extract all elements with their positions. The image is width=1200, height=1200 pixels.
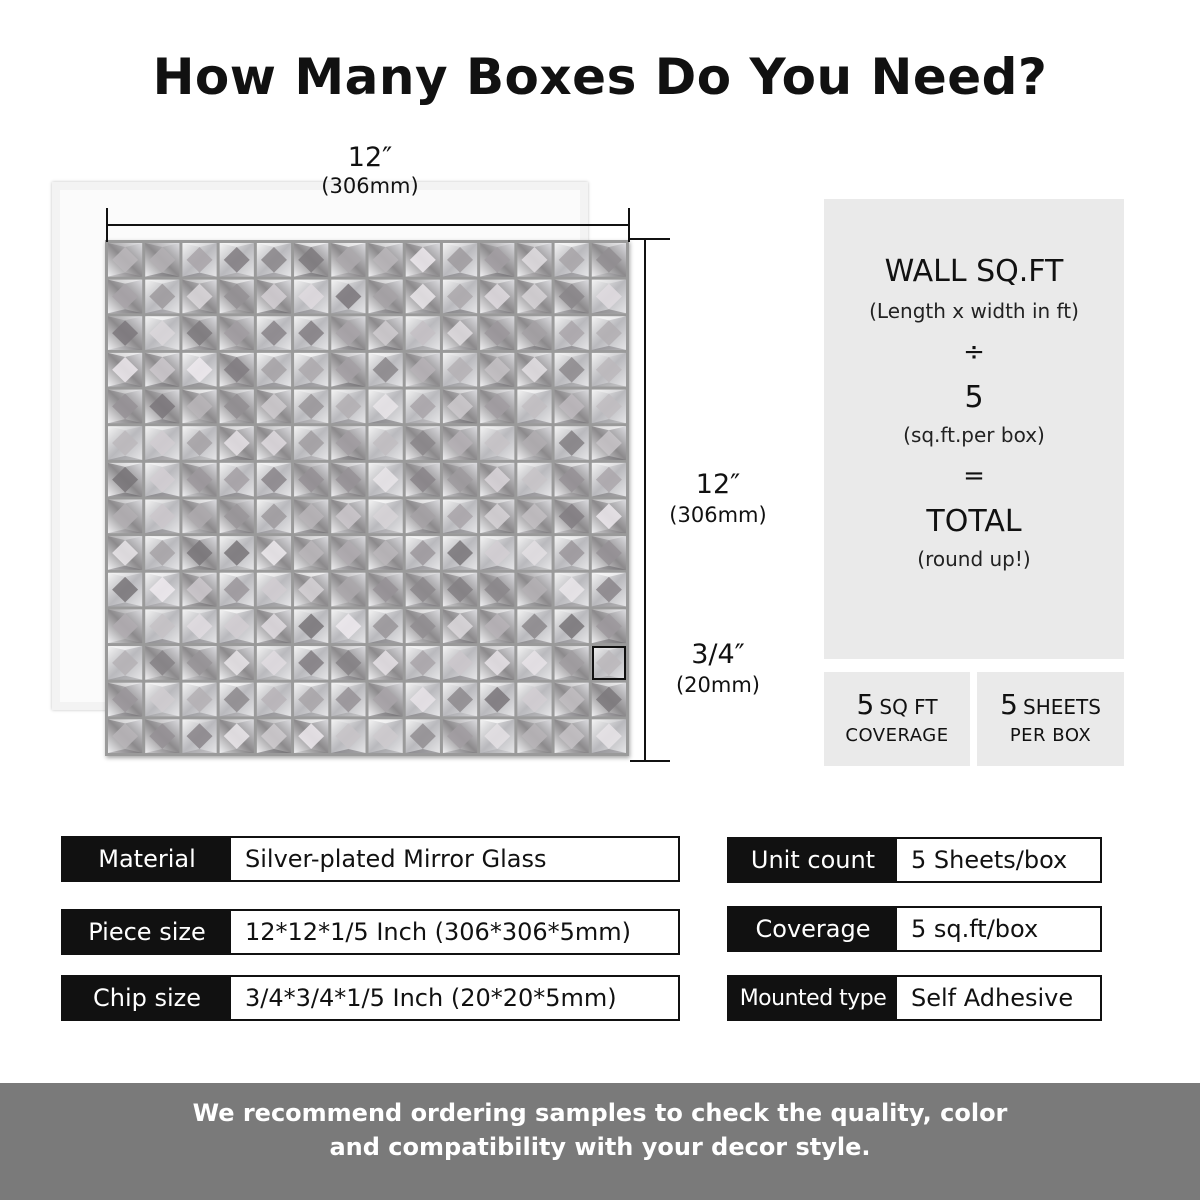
mosaic-chip — [480, 243, 514, 277]
mosaic-chip — [555, 500, 589, 534]
mosaic-chip — [480, 573, 514, 607]
mosaic-chip — [480, 426, 514, 460]
mosaic-chip — [443, 609, 477, 643]
mosaic-chip — [257, 353, 291, 387]
mosaic-chip — [480, 390, 514, 424]
mosaic-chip — [369, 243, 403, 277]
mosaic-chip — [406, 500, 440, 534]
mosaic-chip — [331, 573, 365, 607]
mosaic-chip — [257, 316, 291, 350]
mosaic-chip — [145, 426, 179, 460]
mosaic-chip — [182, 500, 216, 534]
mosaic-chip — [294, 573, 328, 607]
mosaic-chip — [369, 536, 403, 570]
mosaic-chip — [369, 353, 403, 387]
mosaic-chip — [182, 536, 216, 570]
mosaic-chip — [443, 280, 477, 314]
mosaic-chip — [480, 280, 514, 314]
spec-value: 5 Sheets/box — [911, 846, 1068, 874]
mosaic-chip — [108, 683, 142, 717]
mosaic-chip — [443, 573, 477, 607]
mosaic-chip — [480, 683, 514, 717]
mosaic-chip — [517, 573, 551, 607]
mosaic-chip — [108, 353, 142, 387]
mosaic-chip — [406, 719, 440, 753]
mosaic-chip — [145, 536, 179, 570]
mosaic-chip — [555, 719, 589, 753]
mosaic-chip — [443, 536, 477, 570]
calc-wall-sqft: WALL SQ.FT — [884, 254, 1064, 289]
mosaic-chip — [517, 609, 551, 643]
mosaic-chip — [145, 316, 179, 350]
mosaic-chip — [517, 500, 551, 534]
mosaic-chip — [555, 390, 589, 424]
mosaic-chip — [145, 683, 179, 717]
mosaic-chip — [517, 719, 551, 753]
mosaic-chip — [108, 463, 142, 497]
spec-key: Chip size — [63, 977, 231, 1019]
spec-row-mounted-type — [727, 975, 1102, 1021]
mosaic-chip — [369, 426, 403, 460]
mosaic-chip — [220, 353, 254, 387]
calc-total: TOTAL — [926, 504, 1022, 539]
mosaic-chip — [555, 316, 589, 350]
mosaic-chip — [182, 646, 216, 680]
mosaic-chip — [220, 243, 254, 277]
mosaic-chip — [294, 353, 328, 387]
mosaic-chip — [555, 573, 589, 607]
mosaic-chip — [331, 683, 365, 717]
calc-per-box-value: 5 — [964, 380, 984, 415]
mosaic-chips — [105, 240, 629, 756]
mosaic-chip — [592, 536, 626, 570]
mosaic-chip — [108, 646, 142, 680]
mosaic-chip — [443, 463, 477, 497]
mosaic-chip — [182, 683, 216, 717]
mosaic-chip — [592, 500, 626, 534]
mosaic-chip — [257, 280, 291, 314]
mosaic-chip — [108, 316, 142, 350]
mosaic-chip — [517, 426, 551, 460]
mosaic-chip — [294, 500, 328, 534]
spec-key: Unit count — [729, 839, 897, 881]
mosaic-chip — [443, 683, 477, 717]
coverage-sheets-unit: SHEETS — [1023, 695, 1101, 719]
mosaic-chip — [592, 243, 626, 277]
calc-divide-sign: ÷ — [963, 337, 985, 367]
mosaic-chip — [145, 609, 179, 643]
mosaic-chip — [480, 646, 514, 680]
mosaic-chip — [369, 683, 403, 717]
mosaic-chip — [406, 683, 440, 717]
mosaic-chip — [331, 719, 365, 753]
mosaic-chip — [145, 463, 179, 497]
mosaic-chip — [108, 426, 142, 460]
mosaic-chip — [145, 280, 179, 314]
mosaic-chip — [294, 426, 328, 460]
mosaic-chip — [406, 426, 440, 460]
mosaic-chip — [406, 463, 440, 497]
calc-wall-sqft-note: (Length x width in ft) — [869, 299, 1079, 323]
mosaic-chip — [592, 719, 626, 753]
mosaic-chip — [294, 243, 328, 277]
sample-recommendation-banner — [0, 1083, 1200, 1200]
mosaic-chip — [480, 353, 514, 387]
mosaic-chip — [257, 609, 291, 643]
mosaic-chip — [220, 646, 254, 680]
mosaic-chip — [517, 646, 551, 680]
mosaic-chip — [555, 609, 589, 643]
mosaic-chip — [145, 646, 179, 680]
mosaic-chip — [369, 609, 403, 643]
mosaic-chip — [145, 573, 179, 607]
mosaic-chip — [592, 390, 626, 424]
mosaic-chip — [220, 426, 254, 460]
spec-key: Mounted type — [729, 977, 897, 1019]
mosaic-chip — [517, 243, 551, 277]
mosaic-chip — [555, 683, 589, 717]
mosaic-chip — [294, 609, 328, 643]
mosaic-chip — [145, 500, 179, 534]
mosaic-chip — [220, 609, 254, 643]
box-calculator-panel — [824, 199, 1124, 659]
mosaic-chip — [517, 390, 551, 424]
spec-value: Silver-plated Mirror Glass — [245, 845, 547, 873]
mosaic-chip — [257, 719, 291, 753]
mosaic-chip — [182, 719, 216, 753]
mosaic-chip — [220, 536, 254, 570]
coverage-sheets-sub: PER BOX — [1009, 725, 1092, 746]
spec-row-material — [61, 836, 680, 882]
chip-inches-label: 3/4″ — [691, 639, 745, 670]
mosaic-chip — [220, 463, 254, 497]
spec-key: Coverage — [729, 908, 897, 950]
mosaic-chip — [331, 316, 365, 350]
mosaic-chip — [369, 500, 403, 534]
coverage-sqft-sub: COVERAGE — [845, 725, 949, 746]
mosaic-chip — [517, 463, 551, 497]
mosaic-chip — [145, 353, 179, 387]
width-dimension-line — [106, 224, 630, 226]
mosaic-chip — [331, 390, 365, 424]
mosaic-chip — [555, 646, 589, 680]
mosaic-chip — [257, 683, 291, 717]
mosaic-chip — [257, 243, 291, 277]
chip-size-marker — [592, 646, 626, 680]
mosaic-chip — [480, 316, 514, 350]
mosaic-chip — [592, 683, 626, 717]
mosaic-chip — [369, 573, 403, 607]
coverage-sqft-unit: SQ FT — [879, 695, 938, 719]
mosaic-chip — [517, 683, 551, 717]
mosaic-chip — [592, 426, 626, 460]
mosaic-chip — [294, 280, 328, 314]
mosaic-chip — [406, 243, 440, 277]
height-tick-top — [630, 238, 670, 240]
mosaic-chip — [517, 316, 551, 350]
mosaic-chip — [182, 463, 216, 497]
mosaic-chip — [480, 719, 514, 753]
coverage-sqft-number: 5 — [856, 688, 875, 721]
mosaic-chip — [257, 500, 291, 534]
mosaic-chip — [257, 426, 291, 460]
mosaic-chip — [294, 390, 328, 424]
mosaic-chip — [480, 500, 514, 534]
mosaic-chip — [257, 573, 291, 607]
spec-value: 3/4*3/4*1/5 Inch (20*20*5mm) — [245, 984, 617, 1012]
mosaic-chip — [480, 609, 514, 643]
chip-mm-label: (20mm) — [675, 673, 761, 697]
mosaic-chip — [294, 683, 328, 717]
calc-equals-sign: = — [963, 461, 985, 491]
mosaic-chip — [592, 280, 626, 314]
mosaic-chip — [108, 500, 142, 534]
mosaic-chip — [108, 243, 142, 277]
mosaic-chip — [555, 426, 589, 460]
mosaic-chip — [257, 390, 291, 424]
mosaic-chip — [294, 536, 328, 570]
spec-value: Self Adhesive — [911, 984, 1074, 1012]
mosaic-chip — [406, 536, 440, 570]
spec-row-unit-count — [727, 837, 1102, 883]
mosaic-chip — [369, 280, 403, 314]
height-tick-bottom — [630, 760, 670, 762]
footer-line-1: We recommend ordering samples to check the quality, color — [192, 1099, 1008, 1127]
mosaic-chip — [108, 280, 142, 314]
mosaic-chip — [294, 463, 328, 497]
mosaic-chip — [257, 646, 291, 680]
width-tick-left — [106, 208, 108, 242]
mosaic-chip — [182, 426, 216, 460]
mosaic-chip — [592, 609, 626, 643]
mosaic-chip — [257, 536, 291, 570]
mosaic-chip — [182, 353, 216, 387]
mosaic-chip — [108, 609, 142, 643]
mosaic-chip — [331, 353, 365, 387]
mosaic-chip — [517, 353, 551, 387]
mosaic-chip — [443, 500, 477, 534]
width-tick-right — [628, 208, 630, 242]
mosaic-chip — [220, 390, 254, 424]
mosaic-chip — [369, 463, 403, 497]
mosaic-chip — [220, 316, 254, 350]
mosaic-chip — [443, 353, 477, 387]
coverage-box-sheets — [977, 672, 1124, 766]
mosaic-chip — [220, 500, 254, 534]
mosaic-chip — [406, 316, 440, 350]
mosaic-chip — [182, 243, 216, 277]
mosaic-chip — [443, 316, 477, 350]
spec-key: Piece size — [63, 911, 231, 953]
mosaic-chip — [108, 390, 142, 424]
mosaic-chip — [369, 646, 403, 680]
mosaic-chip — [145, 719, 179, 753]
mosaic-tile-sheet — [105, 240, 629, 756]
width-inches-label: 12″ — [347, 142, 393, 173]
mosaic-chip — [182, 316, 216, 350]
mosaic-chip — [331, 609, 365, 643]
mosaic-chip — [220, 573, 254, 607]
mosaic-chip — [220, 683, 254, 717]
spec-row-piece-size — [61, 909, 680, 955]
mosaic-chip — [555, 536, 589, 570]
mosaic-chip — [406, 280, 440, 314]
mosaic-chip — [592, 353, 626, 387]
mosaic-chip — [108, 719, 142, 753]
height-dimension-line — [644, 239, 646, 761]
footer-line-2: and compatibility with your decor style. — [329, 1133, 871, 1161]
spec-value: 12*12*1/5 Inch (306*306*5mm) — [245, 918, 632, 946]
mosaic-chip — [145, 243, 179, 277]
mosaic-chip — [555, 280, 589, 314]
mosaic-chip — [592, 573, 626, 607]
mosaic-chip — [331, 426, 365, 460]
mosaic-chip — [443, 719, 477, 753]
calc-per-box-note: (sq.ft.per box) — [903, 423, 1045, 447]
mosaic-chip — [406, 573, 440, 607]
mosaic-chip — [369, 390, 403, 424]
mosaic-chip — [369, 316, 403, 350]
spec-key: Material — [63, 838, 231, 880]
mosaic-chip — [443, 390, 477, 424]
mosaic-chip — [555, 353, 589, 387]
mosaic-chip — [294, 719, 328, 753]
mosaic-chip — [331, 243, 365, 277]
mosaic-chip — [331, 536, 365, 570]
width-mm-label: (306mm) — [321, 174, 419, 198]
mosaic-chip — [294, 646, 328, 680]
mosaic-chip — [220, 719, 254, 753]
mosaic-chip — [443, 646, 477, 680]
mosaic-chip — [108, 573, 142, 607]
mosaic-chip — [369, 719, 403, 753]
page-title: How Many Boxes Do You Need? — [152, 48, 1048, 106]
mosaic-chip — [555, 463, 589, 497]
mosaic-chip — [517, 280, 551, 314]
mosaic-chip — [443, 243, 477, 277]
spec-row-chip-size — [61, 975, 680, 1021]
coverage-box-sqft — [824, 672, 970, 766]
mosaic-chip — [480, 536, 514, 570]
mosaic-chip — [182, 280, 216, 314]
mosaic-chip — [331, 280, 365, 314]
spec-row-coverage — [727, 906, 1102, 952]
mosaic-chip — [331, 500, 365, 534]
height-mm-label: (306mm) — [669, 503, 767, 527]
height-inches-label: 12″ — [695, 469, 741, 500]
mosaic-chip — [555, 243, 589, 277]
mosaic-chip — [592, 463, 626, 497]
coverage-sheets-number: 5 — [1000, 688, 1018, 721]
mosaic-chip — [294, 316, 328, 350]
mosaic-chip — [406, 390, 440, 424]
mosaic-chip — [443, 426, 477, 460]
mosaic-chip — [406, 646, 440, 680]
mosaic-chip — [182, 573, 216, 607]
calc-total-note: (round up!) — [917, 547, 1031, 571]
mosaic-chip — [592, 316, 626, 350]
mosaic-chip — [145, 390, 179, 424]
mosaic-chip — [331, 646, 365, 680]
mosaic-chip — [517, 536, 551, 570]
mosaic-chip — [220, 280, 254, 314]
mosaic-chip — [406, 353, 440, 387]
mosaic-chip — [108, 536, 142, 570]
spec-value: 5 sq.ft/box — [911, 915, 1039, 943]
mosaic-chip — [257, 463, 291, 497]
mosaic-chip — [331, 463, 365, 497]
mosaic-chip — [480, 463, 514, 497]
mosaic-chip — [406, 609, 440, 643]
mosaic-chip — [182, 390, 216, 424]
mosaic-chip — [182, 609, 216, 643]
